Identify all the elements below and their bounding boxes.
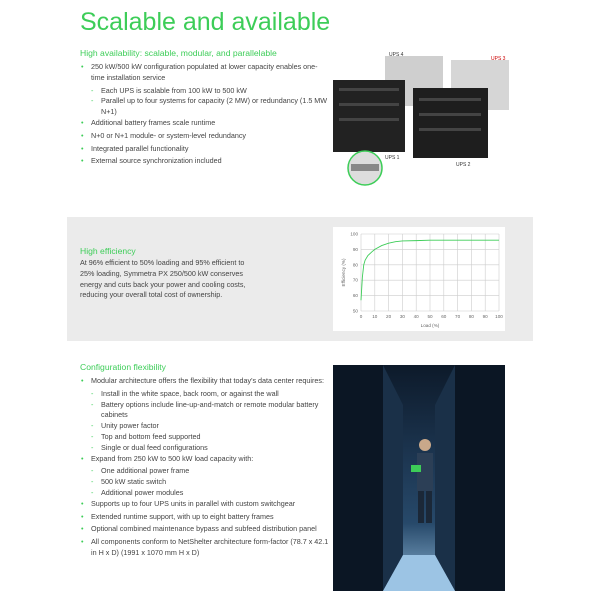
page-title: Scalable and available: [80, 8, 331, 36]
x-tick-label: 30: [399, 314, 405, 319]
x-tick-label: 10: [372, 314, 378, 319]
list-item: • Extended runtime support, with up to eight battery frames: [80, 512, 335, 523]
y-tick-label: 100: [350, 231, 358, 237]
ups-4-label: UPS 4: [389, 52, 404, 58]
list-item: • External source synchronization included: [80, 156, 330, 167]
y-tick-label: 50: [352, 308, 358, 314]
y-tick-label: 60: [352, 293, 358, 299]
y-tick-label: 90: [352, 246, 358, 252]
list-subitem: - Each UPS is scalable from 100 kW to 500 kW: [80, 86, 330, 97]
list-item: • Integrated parallel functionality: [80, 144, 330, 155]
configuration-section: [80, 362, 335, 561]
list-subitem: - Parallel up to four systems for capacity (2 MW) or redundancy (1.5 MW N+1): [80, 96, 330, 118]
efficiency-section: [80, 246, 260, 301]
y-tick-label: 80: [352, 262, 358, 268]
list-subitem: - 500 kW static switch: [80, 477, 335, 488]
efficiency-chart-svg: [333, 227, 505, 331]
list-subitem: - Additional power modules: [80, 488, 335, 499]
ups-1-label: UPS 1: [385, 155, 400, 161]
efficiency-heading: High efficiency: [80, 246, 136, 256]
y-tick-label: 70: [352, 277, 358, 283]
x-tick-label: 50: [427, 314, 433, 319]
availability-heading: High availability: scalable, modular, and parallelable: [80, 48, 277, 58]
list-item: • Modular architecture offers the flexibility that today's data center requires:: [80, 376, 335, 387]
data-center-photo: [333, 365, 505, 591]
x-tick-label: 60: [441, 314, 447, 319]
configuration-list: [80, 376, 335, 559]
list-subitem: - Install in the white space, back room, or against the wall: [80, 389, 335, 400]
list-subitem: - Battery options include line-up-and-match or remote modular battery cabinets: [80, 400, 335, 422]
list-item: • All components conform to NetShelter architecture form-factor (78.7 x 42.1 in H x D) (1991 x 1070 mm H x D): [80, 537, 335, 559]
ups-3-label: UPS 3: [491, 56, 506, 62]
x-tick-label: 40: [413, 314, 419, 319]
x-tick-label: 0: [359, 314, 363, 319]
x-axis-label: Load (%): [420, 323, 440, 328]
list-subitem: - Top and bottom feed supported: [80, 432, 335, 443]
list-item: • Supports up to four UPS units in parallel with custom switchgear: [80, 499, 335, 510]
list-item: • Optional combined maintenance bypass and subfeed distribution panel: [80, 524, 335, 535]
ups-2-label: UPS 2: [456, 162, 471, 168]
list-subitem: - Single or dual feed configurations: [80, 443, 335, 454]
ups-units-image: [333, 48, 511, 188]
list-item: • 250 kW/500 kW configuration populated at lower capacity enables one-time installation service: [80, 62, 330, 84]
x-tick-label: 90: [482, 314, 488, 319]
efficiency-body: At 96% efficient to 50% loading and 95% efficient to 25% loading, Symmetra PX 250/500 kW conserves energy and cuts back your power and cooling costs, reducing your overall total cost of ownership.: [80, 258, 246, 300]
x-tick-label: 100: [495, 314, 503, 319]
configuration-heading: Configuration flexibility: [80, 362, 166, 372]
list-item: • Expand from 250 kW to 500 kW load capacity with:: [80, 454, 335, 465]
x-tick-label: 80: [468, 314, 474, 319]
x-tick-label: 70: [455, 314, 461, 319]
y-axis-label: Efficiency (%): [341, 258, 346, 287]
list-subitem: - Unity power factor: [80, 421, 335, 432]
availability-list: [80, 62, 330, 167]
list-item: • Additional battery frames scale runtime: [80, 118, 330, 129]
efficiency-chart: [333, 227, 505, 331]
list-subitem: - One additional power frame: [80, 466, 335, 477]
availability-section: [80, 48, 330, 169]
list-item: • N+0 or N+1 module- or system-level redundancy: [80, 131, 330, 142]
x-tick-label: 20: [386, 314, 392, 319]
